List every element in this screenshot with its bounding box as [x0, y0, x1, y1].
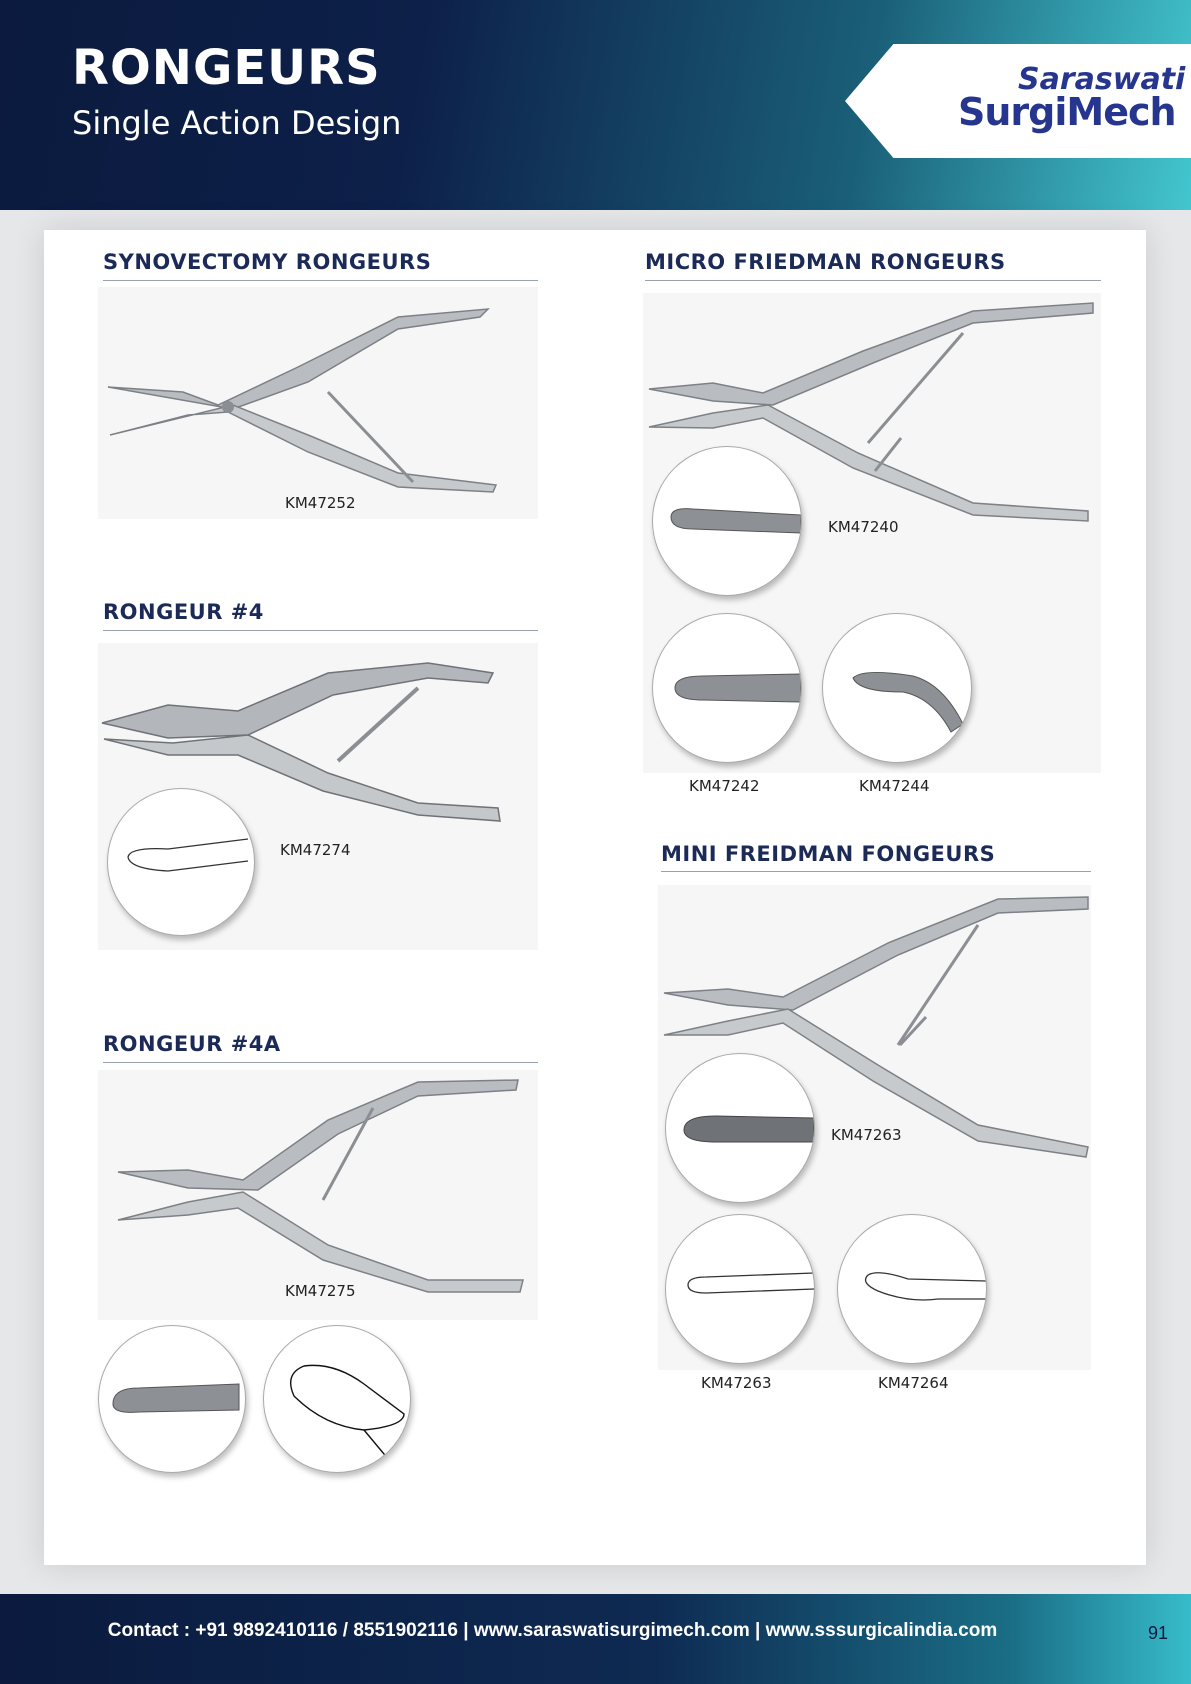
- jaw-detail-icon: [108, 789, 254, 935]
- jaw-detail-icon: [99, 1326, 245, 1472]
- product-code: KM47240: [828, 518, 899, 536]
- product-code: KM47275: [285, 1282, 356, 1300]
- jaw-detail-icon: [653, 447, 801, 595]
- rongeur4-rule: [103, 630, 538, 631]
- page-subtitle: Single Action Design: [72, 104, 402, 142]
- product-code: KM47263: [701, 1374, 772, 1392]
- contact-info: Contact : +91 9892410116 / 8551902116 | www.saraswatisurgimech.com | www.sssurgicalindia.com: [107, 1620, 998, 1641]
- rongeur4a-title: RONGEUR #4A: [103, 1032, 281, 1056]
- jaw-detail-circle: [837, 1214, 987, 1364]
- micro-friedman-title: MICRO FRIEDMAN RONGEURS: [645, 250, 1006, 274]
- synovectomy-image: [98, 287, 538, 519]
- page-title: RONGEURS: [72, 40, 381, 96]
- jaw-detail-icon: [666, 1215, 814, 1363]
- jaw-detail-icon: [823, 614, 971, 762]
- logo-text-line2: SurgiMech: [958, 90, 1176, 134]
- product-code: KM47242: [689, 777, 760, 795]
- jaw-detail-circle: [652, 613, 802, 763]
- jaw-detail-circle: [822, 613, 972, 763]
- jaw-detail-icon: [838, 1215, 986, 1363]
- synovectomy-title: SYNOVECTOMY RONGEURS: [103, 250, 432, 274]
- logo-text-line1: Saraswati: [1018, 62, 1186, 97]
- product-code: KM47264: [878, 1374, 949, 1392]
- jaw-detail-icon: [264, 1326, 410, 1472]
- rongeur4a-rule: [103, 1062, 538, 1063]
- rongeur4-title: RONGEUR #4: [103, 600, 264, 624]
- jaw-detail-circle: [98, 1325, 246, 1473]
- product-code: KM47274: [280, 841, 351, 859]
- jaw-detail-circle: [263, 1325, 411, 1473]
- jaw-detail-icon: [653, 614, 801, 762]
- jaw-detail-circle: [652, 446, 802, 596]
- product-code: KM47244: [859, 777, 930, 795]
- mini-freidman-rule: [661, 871, 1091, 872]
- mini-freidman-title: MINI FREIDMAN FONGEURS: [661, 842, 996, 866]
- synovectomy-rule: [103, 280, 538, 281]
- jaw-detail-circle: [107, 788, 255, 936]
- micro-friedman-rule: [645, 280, 1101, 281]
- jaw-detail-icon: [666, 1054, 814, 1202]
- rongeur-instrument-icon: [98, 287, 538, 519]
- product-code: KM47263: [831, 1126, 902, 1144]
- product-code: KM47252: [285, 494, 356, 512]
- jaw-detail-circle: [665, 1214, 815, 1364]
- jaw-detail-circle: [665, 1053, 815, 1203]
- page-number: 91: [1148, 1623, 1169, 1643]
